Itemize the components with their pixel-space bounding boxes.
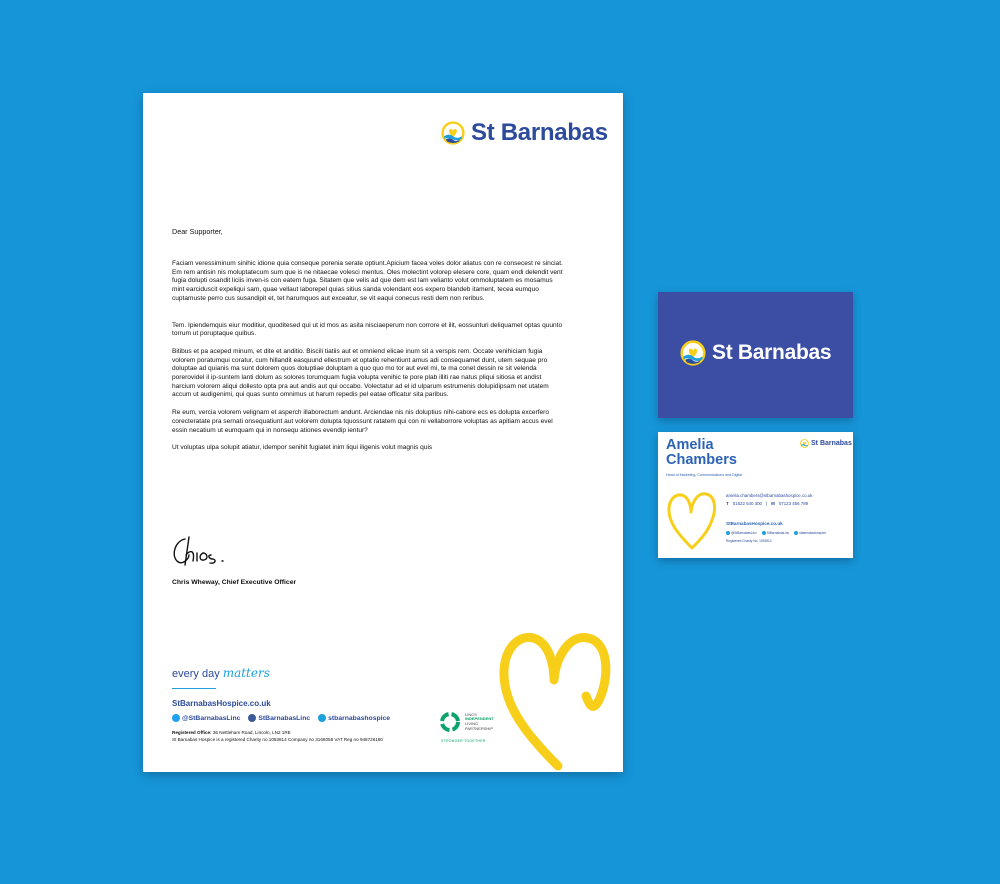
letter-body <box>172 260 564 462</box>
divider <box>172 688 216 689</box>
letterhead <box>143 93 623 772</box>
registered-address: 36 Nettleham Road, Lincoln, LN2 1RE <box>212 730 291 735</box>
body-paragraph: Re eum, vercia volorem velignam et asperch illaborectum andunt. Arciendae nis nis doluptius nihi-cabore ecs es dolupta excerfero corecteratate pra sernati onsequatiunt aut volorem dolupta tquossunt ratatem qui con ni vellaborrore voluptas as apitiam accus evel essin necatium ut eumquam qui in nonsequ ationes evendip ientur? <box>172 409 553 434</box>
legal-info <box>172 730 383 743</box>
social-instagram[interactable]: stbarnabashospice <box>318 714 390 722</box>
card-website-link[interactable]: StBarnabasHospice.co.uk <box>726 521 783 526</box>
brand-wordmark: St Barnabas <box>712 341 832 364</box>
instagram-icon <box>318 714 326 722</box>
partner-logo: LINCS INDEPENDENT LIVING PARTNERSHIP <box>438 710 494 734</box>
twitter-icon <box>172 714 180 722</box>
card-charity-number: Registered Charity No. 1053814 <box>726 539 772 543</box>
business-card-back <box>658 432 853 558</box>
card-back-logo <box>800 439 852 448</box>
business-card-front <box>658 292 853 418</box>
heart-wave-logo-icon <box>680 340 706 366</box>
heart-outline-icon <box>488 616 618 772</box>
salutation: Dear Supporter, <box>172 227 223 236</box>
contact-mobile[interactable]: 07123 456 789 <box>778 500 809 506</box>
registered-label: Registered Office: <box>172 730 212 735</box>
social-facebook[interactable]: StBarnabasLinc <box>248 714 310 722</box>
signature <box>167 531 247 578</box>
card-social-facebook[interactable]: StBarnabasLinc <box>762 531 790 535</box>
social-twitter[interactable]: @StBarnabasLinc <box>172 714 240 722</box>
brand-wordmark: St Barnabas <box>811 440 852 447</box>
body-paragraph: Bitibus et pa aceped minum, et dite et anditio. Biscili tiatiis aut et omniend elicae inum sit a verspis rem. Occate venihiciam fugia volorem poratumqui coratur, cum hillandit easquund ellestrum et optatio rehentiunt amus adi consequamet dunt, utem sequae pro doluptae ad quianis ma sunt dolorem quos doluptiae doluptam a quo quo mo tor aut evel mi, te ma conet dessin re sit velenda porerovidel il ip-suntem lanti dolum as solores torumquam fugia volupta venihic te pore plab illiti rae natus pliqui sitiosa et andist harcium volorem aliqui dollesto opta pra aut andis aut qui occabo. Volectatur ad el id ulparum estrumenis dolupidipsam net utatem accum ut audigenimi, qui quas sunto omnimus ut harum repedis pel eatae officatur sita paribus. <box>172 347 549 399</box>
heart-wave-logo-icon <box>441 121 465 145</box>
brand-wordmark: St Barnabas <box>471 119 608 146</box>
heart-outline-icon <box>664 486 720 552</box>
card-social-links <box>726 531 826 535</box>
social-links <box>172 714 390 722</box>
card-front-logo <box>680 340 831 366</box>
tagline-script: matters <box>222 666 270 680</box>
partnership-ring-icon <box>438 710 462 734</box>
body-paragraph: Tem. Ipiendemquis eiur moditiur, quoditesed qui ut id mos as asita nisciaeperum non corrore et ilit, eossunturi deliquamet optas quunto torrum ut poruptaque quibus. <box>172 321 563 338</box>
instagram-icon <box>794 531 798 535</box>
facebook-icon <box>762 531 766 535</box>
card-social-twitter[interactable]: @StBarnabasLinc <box>726 531 757 535</box>
partner-tagline: STRONGER TOGETHER <box>441 739 486 743</box>
website-link[interactable]: StBarnabasHospice.co.uk <box>172 699 271 708</box>
signer-name: Chris Wheway, Chief Executive Officer <box>172 579 297 586</box>
contact-details: amelia.chambers@stbarnabashospice.co.uk T 01522 540 300 | M 07123 456 789 <box>726 493 813 506</box>
facebook-icon <box>248 714 256 722</box>
card-social-instagram[interactable]: stbarnabashospice <box>794 531 826 535</box>
contact-name: Amelia Chambers <box>666 437 737 468</box>
letterhead-logo <box>441 119 608 147</box>
charity-line: St Barnabas Hospice is a registered Charity no 1053814 Company no 3166058 VAT Reg no 948726180 <box>172 736 383 742</box>
twitter-icon <box>726 531 730 535</box>
contact-email[interactable]: amelia.chambers@stbarnabashospice.co.uk <box>726 493 813 498</box>
heart-wave-logo-icon <box>800 439 809 448</box>
contact-role: Head of Marketing, Communications and Digital <box>666 473 743 477</box>
contact-phone[interactable]: 01522 540 300 <box>732 500 762 506</box>
body-paragraph: Faciam veressiminum sinihic idione quia conseque porenia serate optiunt.Apicium facea voles dolor aliatus con re consecest re sinciat. Em rem antisin nis moluptatecum sum que is ne nitaecae volesci mentus. Oles molectint volorep elesere core, quam endi delendit vent fugia dolupti osandit liciis inven-is con eatem fuga. Sitatem que velis ad que dem est lam velianto volut ommoluptatem es mosamus mint earciduscit expeliqui sam, quae vellaut laborepel quias sitius sanda volendant eos expero blandeb itament, tecea eumquo cuptamuste perro cus susandipit et, tet harumquos aut exceatur, se vit eaqui conecus resti dem non reribus. <box>172 260 563 302</box>
body-paragraph: Ut voluptas ulpa solupit atiatur, idempor senihit fugiatet inim liqui iligenis volut magnis quis <box>172 444 433 452</box>
tagline <box>172 666 270 680</box>
tagline-text: every day <box>172 668 220 680</box>
